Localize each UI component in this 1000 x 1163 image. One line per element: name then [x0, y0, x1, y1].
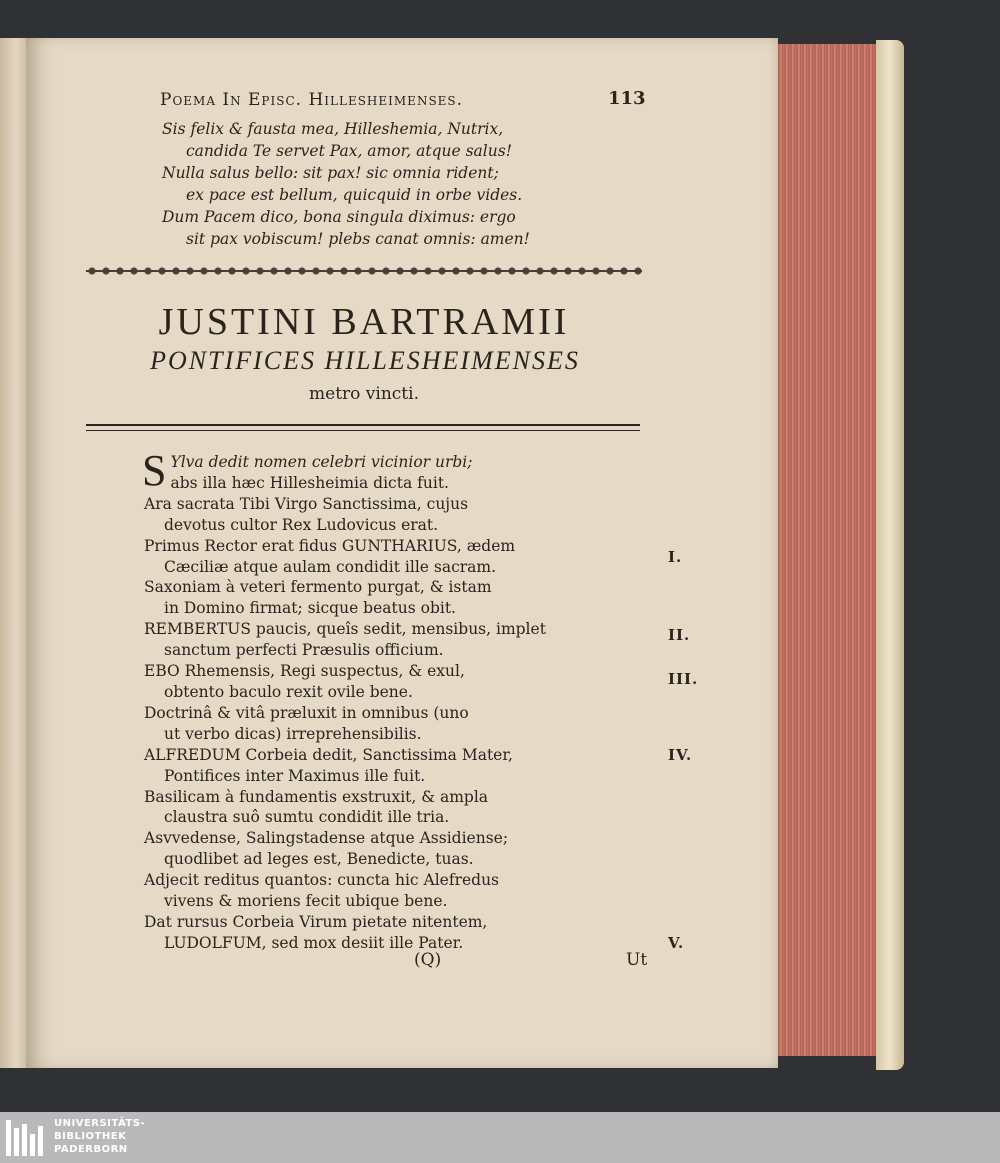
drop-cap: S: [142, 446, 167, 495]
section-title: JUSTINI BARTRAMII: [158, 301, 570, 343]
section-subtitle: PONTIFICES HILLESHEIMENSES: [150, 346, 580, 375]
section-meta: metro vincti.: [309, 384, 419, 404]
margin-number: I.: [668, 548, 683, 566]
verse-line: vivens & moriens fecit ubique bene.: [164, 892, 448, 911]
verse-line: claustra suô sumtu condidit ille tria.: [164, 808, 450, 827]
footer-bar: [0, 1112, 1000, 1163]
library-name-line: UNIVERSITÄTS-: [54, 1118, 146, 1129]
verse-line: sanctum perfecti Præsulis officium.: [164, 641, 444, 660]
margin-number: II.: [668, 626, 691, 644]
verse-line: Adjecit reditus quantos: cuncta hic Alefredus: [144, 871, 500, 890]
margin-number: IV.: [668, 746, 693, 764]
library-name-line: PADERBORN: [54, 1144, 128, 1155]
verse-line: Basilicam à fundamentis exstruxit, & ampla: [144, 787, 489, 806]
verse-line: Doctrinâ & vitâ præluxit in omnibus (uno: [144, 703, 469, 722]
poem-ending: [162, 118, 632, 250]
catchword: Ut: [626, 950, 648, 970]
verse-line: Cæciliæ atque aulam condidit ille sacram.: [164, 557, 497, 576]
left-page-edge: [0, 38, 27, 1068]
verse-line: ALFREDUM Corbeia dedit, Sanctissima Mater,: [144, 745, 513, 764]
verse-line: obtento baculo rexit ovile bene.: [164, 682, 413, 701]
verse-line: ut verbo dicas) irreprehensibilis.: [164, 724, 422, 743]
verse-line: quodlibet ad leges est, Benedicte, tuas.: [164, 850, 474, 869]
poem-line: Sis felix & fausta mea, Hilleshemia, Nutrix,: [162, 120, 504, 138]
running-head: Poema In Episc. Hillesheimenses.: [160, 90, 464, 110]
verse-line: Saxoniam à veteri fermento purgat, & istam: [144, 578, 492, 597]
poem-line: candida Te servet Pax, amor, atque salus!: [186, 142, 512, 160]
verse-line: in Domino firmat; sicque beatus obit.: [164, 599, 456, 618]
verse-block: [142, 446, 574, 954]
poem-line: sit pax vobiscum! plebs canat omnis: amen!: [186, 230, 530, 248]
margin-number: III.: [668, 670, 699, 688]
page-number: 113: [608, 88, 646, 109]
poem-line: Dum Pacem dico, bona singula diximus: ergo: [162, 208, 516, 226]
verse-line: LUDOLFUM, sed mox desiit ille Pater.: [164, 933, 464, 952]
verse-line: abs illa hæc Hillesheimia dicta fuit.: [170, 473, 449, 492]
verse-line: Primus Rector erat fidus GUNTHARIUS, ædem: [144, 536, 516, 555]
verse-line: Pontifices inter Maximus ille fuit.: [164, 766, 426, 785]
library-logo-icon: [6, 1120, 48, 1156]
library-name-line: BIBLIOTHEK: [54, 1131, 127, 1142]
verse-line: Asvvedense, Salingstadense atque Assidiense;: [144, 829, 509, 848]
margin-number: V.: [668, 934, 685, 952]
library-name: [54, 1117, 194, 1156]
poem-line: ex pace est bellum, quicquid in orbe vides.: [186, 186, 523, 204]
horizontal-rule: [86, 424, 640, 431]
poem-line: Nulla salus bello: sit pax! sic omnia rident;: [162, 164, 499, 182]
book-fore-edge: [777, 44, 881, 1056]
verse-line: REMBERTUS paucis, queîs sedit, mensibus, implet: [144, 620, 546, 639]
verse-line: Ara sacrata Tibi Virgo Sanctissima, cujus: [144, 494, 469, 513]
book-cover-edge: [876, 40, 904, 1070]
decorative-ornament-band: [86, 262, 642, 280]
verse-line: devotus cultor Rex Ludovicus erat.: [164, 515, 439, 534]
verse-text: Ylva dedit nomen celebri vicinior urbi;: [170, 453, 473, 471]
verse-line: EBO Rhemensis, Regi suspectus, & exul,: [144, 662, 465, 681]
signature-mark: (Q): [414, 950, 442, 970]
verse-line: Dat rursus Corbeia Virum pietate nitentem,: [144, 912, 488, 931]
